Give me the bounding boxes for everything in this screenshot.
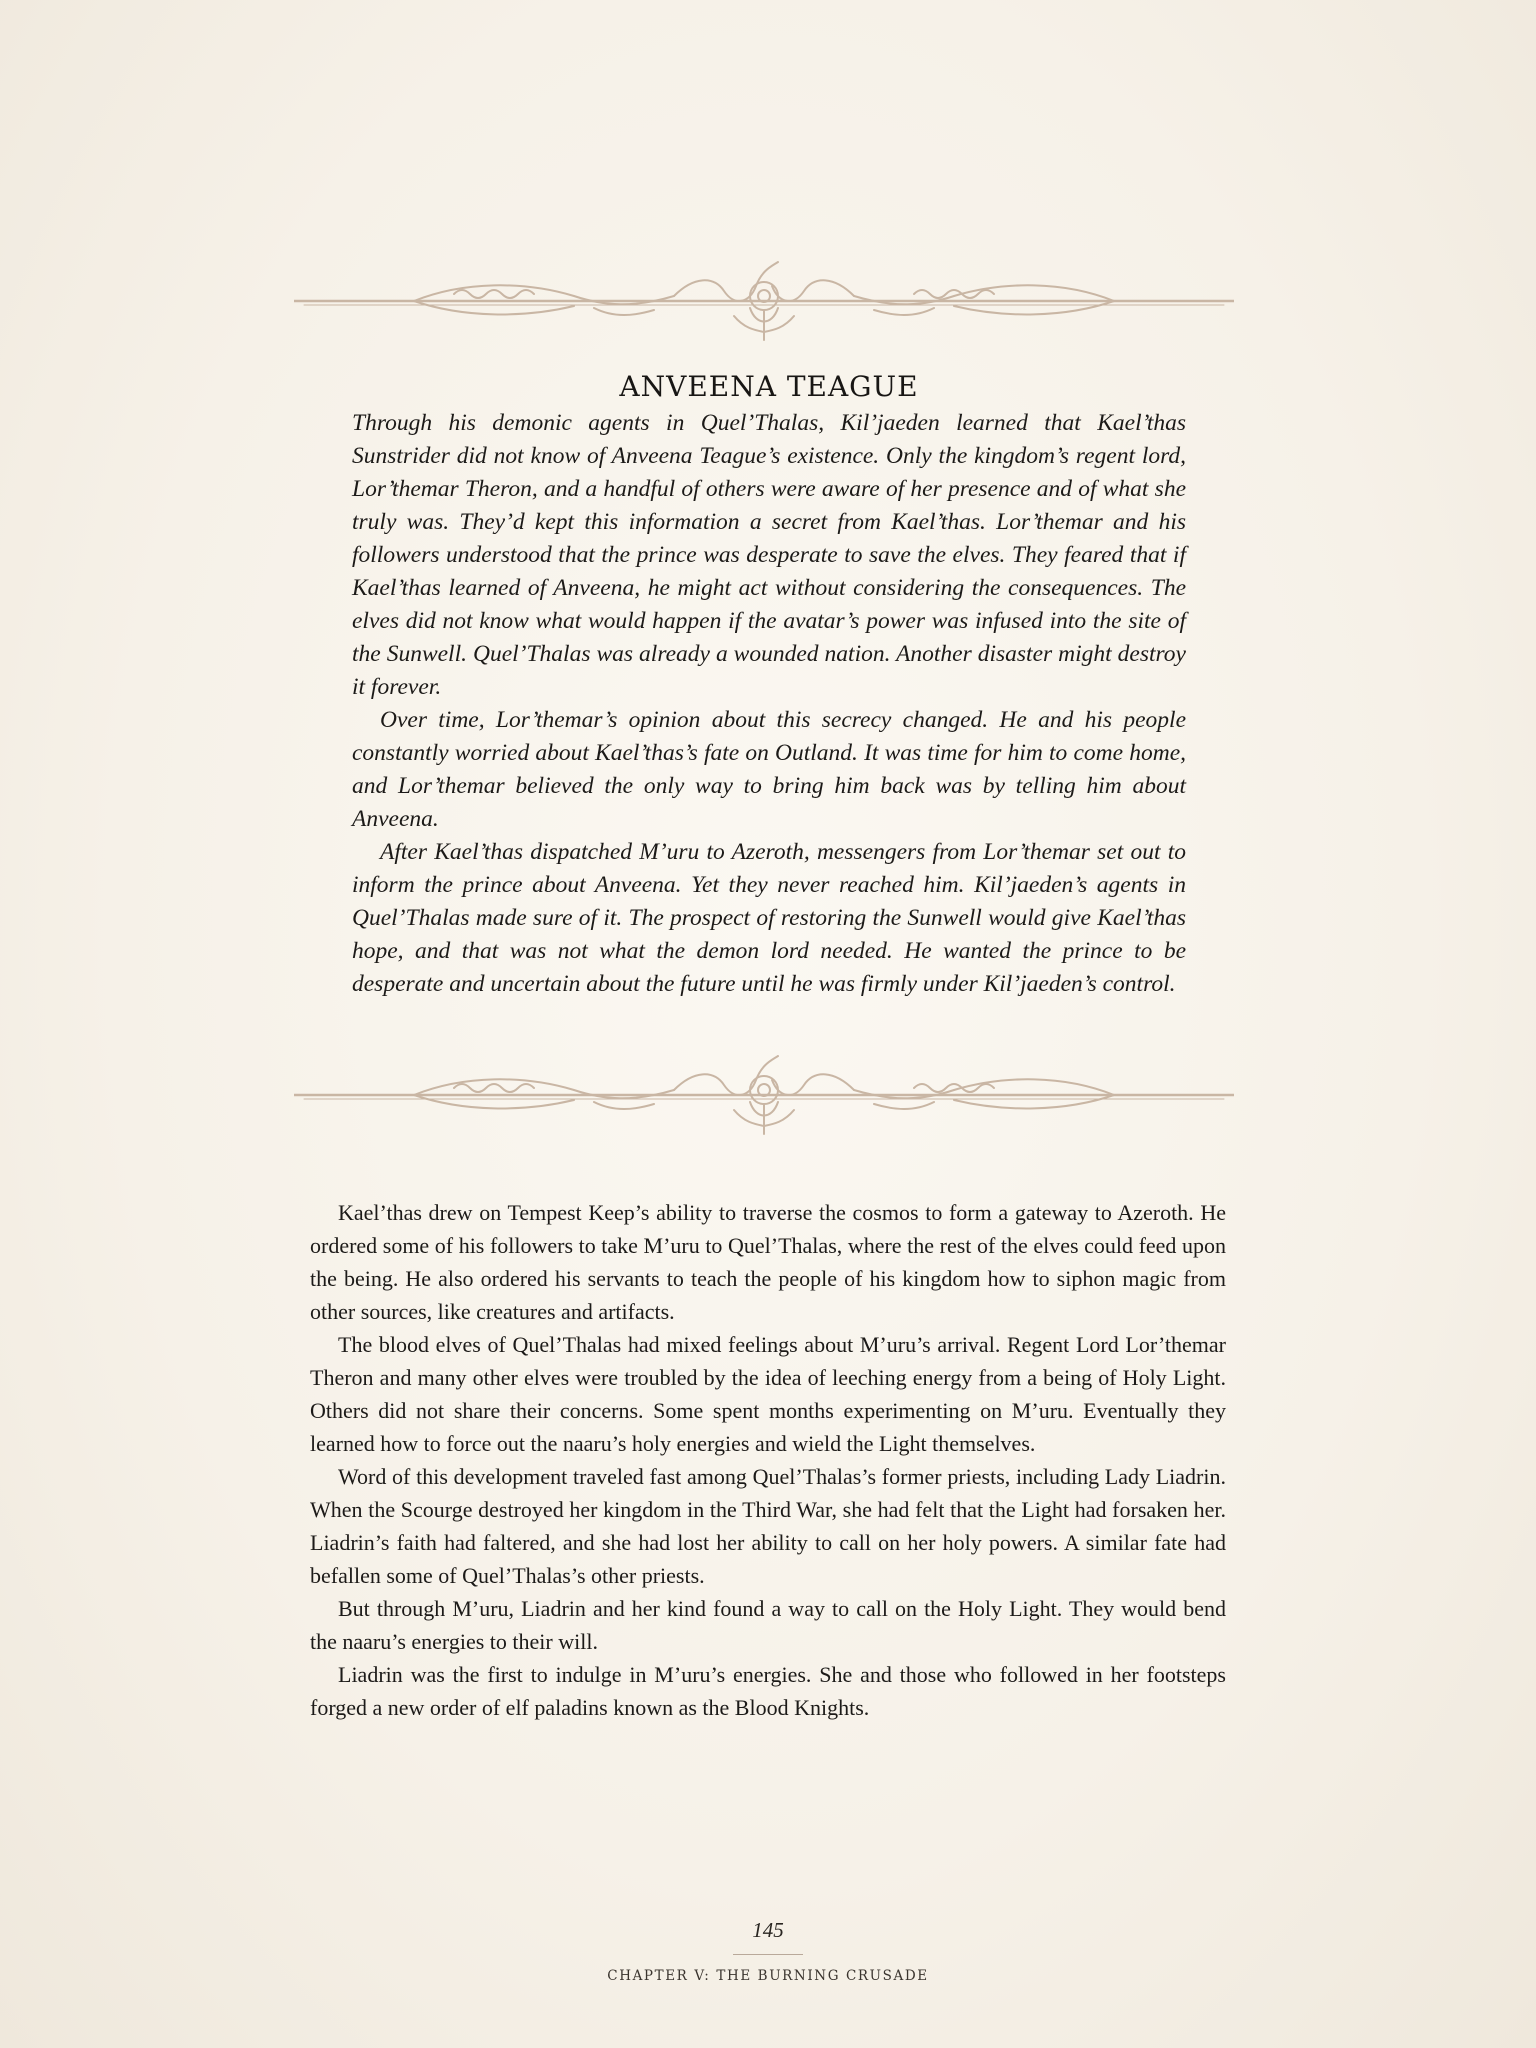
sidebar-paragraph: After Kael’thas dispatched M’uru to Azeroth, messengers from Lor’themar set out to inform the prince about Anveena. Yet they never reached him. Kil’jaeden’s agents in Quel’Thalas made sure of it. The prospect of restoring the Sunwell would give Kael’thas hope, and that was not what the demon lord needed. He wanted the prince to be desperate and uncertain about the future until he was firmly under Kil’jaeden’s control.: [352, 839, 1186, 997]
main-paragraph: Kael’thas drew on Tempest Keep’s ability to traverse the cosmos to form a gateway to Azeroth. He ordered some of his followers to take M’uru to Quel’Thalas, where the rest of the elves could feed upon the being. He also ordered his servants to teach the people of his kingdom how to siphon magic from other sources, like creatures and artifacts.: [310, 1200, 1226, 1324]
main-paragraph: But through M’uru, Liadrin and her kind found a way to call on the Holy Light. They would bend the naaru’s energies to their will.: [310, 1596, 1226, 1654]
sidebar-paragraph: Over time, Lor’themar’s opinion about this secrecy changed. He and his people constantly worried about Kael’thas’s fate on Outland. It was time for him to come home, and Lor’themar believed the only way to bring him back was by telling him about Anveena.: [352, 707, 1186, 832]
sidebar-paragraph: Through his demonic agents in Quel’Thalas, Kil’jaeden learned that Kael’thas Sunstrider did not know of Anveena Teague’s existence. Only the kingdom’s regent lord, Lor’themar Theron, and a handful of others were aware of her presence and of what she truly was. They’d kept this information a secret from Kael’thas. Lor’themar and his followers understood that the prince was desperate to save the elves. They feared that if Kael’thas learned of Anveena, he might act without considering the consequences. The elves did not know what would happen if the avatar’s power was infused into the site of the Sunwell. Quel’Thalas was already a wounded nation. Another disaster might destroy it forever.: [352, 410, 1186, 700]
main-text: [310, 1196, 1226, 1724]
top-ornament-divider: [294, 256, 1234, 346]
main-paragraph: Liadrin was the first to indulge in M’uru’s energies. She and those who followed in her footsteps forged a new order of elf paladins known as the Blood Knights.: [310, 1662, 1226, 1720]
page-number: 145: [752, 1918, 784, 1942]
footer-rule: [733, 1954, 803, 1955]
sidebar-box: [352, 370, 1186, 1001]
sidebar-body: [352, 407, 1186, 1001]
chapter-running-footer: CHAPTER V: THE BURNING CRUSADE: [607, 1968, 929, 1984]
bottom-ornament-divider: [294, 1050, 1234, 1140]
sidebar-title: ANVEENA TEAGUE: [619, 370, 919, 403]
main-paragraph: Word of this development traveled fast among Quel’Thalas’s former priests, including Lady Liadrin. When the Scourge destroyed her kingdom in the Third War, she had felt that the Light had forsaken her. Liadrin’s faith had faltered, and she had lost her ability to call on her holy powers. A similar fate had befallen some of Quel’Thalas’s other priests.: [310, 1464, 1226, 1588]
main-paragraph: The blood elves of Quel’Thalas had mixed feelings about M’uru’s arrival. Regent Lord Lor’themar Theron and many other elves were troubled by the idea of leeching energy from a being of Holy Light. Others did not share their concerns. Some spent months experimenting on M’uru. Eventually they learned how to force out the naaru’s holy energies and wield the Light themselves.: [310, 1332, 1226, 1456]
